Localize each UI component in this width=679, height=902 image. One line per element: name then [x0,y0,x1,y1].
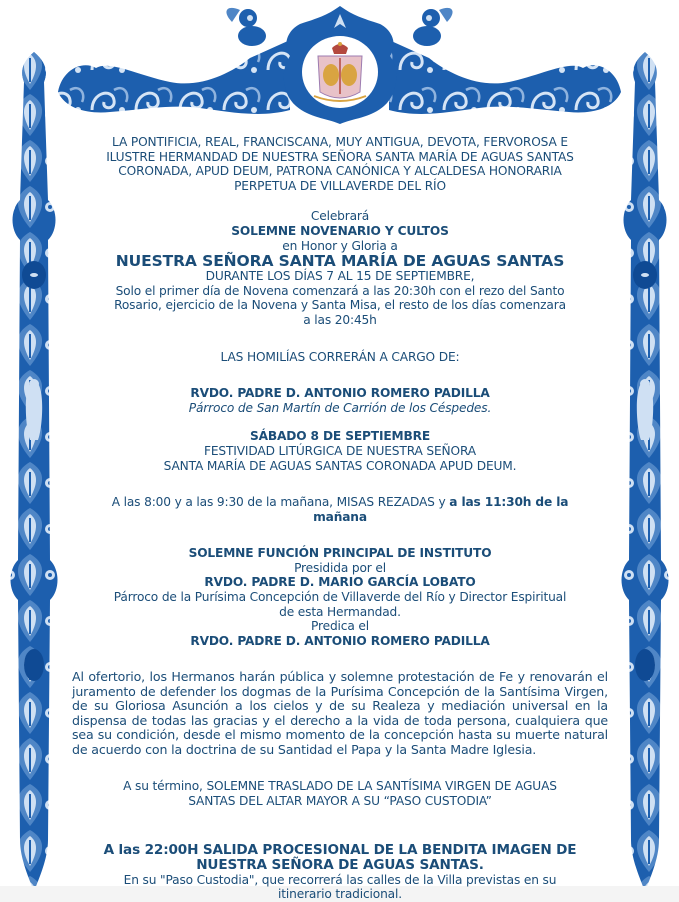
homilies-heading: LAS HOMILÍAS CORRERÁN A CARGO DE: [220,349,460,364]
procession-section [72,843,608,902]
presider-role-line: de esta Hermandad. [279,604,401,619]
transfer-line: A su término, SOLEMNE TRASLADO DE LA SANTÍSIMA VIRGEN DE AGUAS [123,779,557,794]
homilies-preacher-role: Párroco de San Martín de Carrión de los Céspedes. [188,400,492,415]
presider-role-line: Párroco de la Purísima Concepción de Villaverde del Río y Director Espiritual [113,590,567,605]
novena-section [72,209,608,327]
header-line: PERPETUA DE VILLAVERDE DEL RÍO [234,178,446,193]
header-line: ILUSTRE HERMANDAD DE NUESTRA SEÑORA SANTA MARÍA DE AGUAS SANTAS [106,149,574,164]
transfer-section [72,779,608,808]
transfer-line: SANTAS DEL ALTAR MAYOR A SU “PASO CUSTODIA” [188,794,492,809]
main-function-preacher: RVDO. PADRE D. ANTONIO ROMERO PADILLA [190,633,490,648]
novena-title: SOLEMNE NOVENARIO Y CULTOS [231,223,449,238]
schedule-line: Solo el primer día de Novena comenzará a las 20:30h con el rezo del Santo [115,283,565,298]
procession-route-line: En su "Paso Custodia", que recorrerá las calles de la Villa previstas en su [123,872,557,887]
presider-name: RVDO. PADRE D. MARIO GARCÍA LOBATO [204,575,476,590]
novena-honor: en Honor y Gloria a [282,238,398,253]
poster-content [72,135,608,902]
masses-bold-cont: mañana [313,509,367,524]
feast-line: SANTA MARÍA DE AGUAS SANTAS CORONADA APUD DEUM. [163,458,517,473]
brotherhood-header [72,135,608,193]
masses-bold: a las 11:30h de la [449,495,569,510]
procession-route-line: itinerario tradicional. [278,887,402,902]
right-cherub-icon [413,8,453,46]
preaches-label: Predica el [311,619,369,634]
presided-label: Presidida por el [294,560,386,575]
right-pillar-ornament [622,52,669,892]
schedule-line: a las 20:45h [303,312,377,327]
feast-line: FESTIVIDAD LITÚRGICA DE NUESTRA SEÑORA [204,443,476,458]
offertory-paragraph: Al ofertorio, los Hermanos harán pública y solemne protestación de Fe y renovarán el juramento de defender los dogmas de la Purísima Concepción de la Santísima Virgen, de su Gloriosa Asunción a los cielos y de su Realeza y mediación universal en la dispensa de todas las gracias y el derecho a la vida de toda persona, cualquiera que sea su condición, desde el mismo momento de la concepción hasta su muerte natural de acuerdo con la doctrina de su Santidad el Papa y la Santa Madre Iglesia. [72,669,608,757]
novena-dedicatee: NUESTRA SEÑORA SANTA MARÍA DE AGUAS SANTAS [115,252,565,271]
masses-plain: A las 8:00 y a las 9:30 de la mañana, MISAS REZADAS y [111,495,450,510]
procession-title-line: A las 22:00H SALIDA PROCESIONAL DE LA BENDITA IMAGEN DE [103,841,577,858]
feast-day-section [72,429,608,524]
main-function-title: SOLEMNE FUNCIÓN PRINCIPAL DE INSTITUTO [188,546,492,561]
header-line: LA PONTIFICIA, REAL, FRANCISCANA, MUY ANTIGUA, DEVOTA, FERVOROSA E [112,135,568,149]
masses-schedule [72,495,608,510]
homilies-section [72,350,608,416]
novena-intro: Celebrará [310,209,370,224]
header-line: CORONADA, APUD DEUM, PATRONA CANÓNICA Y ALCALDESA HONORARIA [118,164,562,179]
homilies-preacher: RVDO. PADRE D. ANTONIO ROMERO PADILLA [190,386,490,401]
left-cherub-icon [226,8,266,46]
novena-dates: DURANTE LOS DÍAS 7 AL 15 DE SEPTIEMBRE, [205,269,475,284]
procession-title-line: NUESTRA SEÑORA DE AGUAS SANTAS. [196,856,484,873]
schedule-line: Rosario, ejercicio de la Novena y Santa Misa, el resto de los días comenzara [114,298,566,313]
main-function-section [72,546,608,648]
left-pillar-ornament [11,52,58,892]
feast-date: SÁBADO 8 DE SEPTIEMBRE [249,429,431,444]
